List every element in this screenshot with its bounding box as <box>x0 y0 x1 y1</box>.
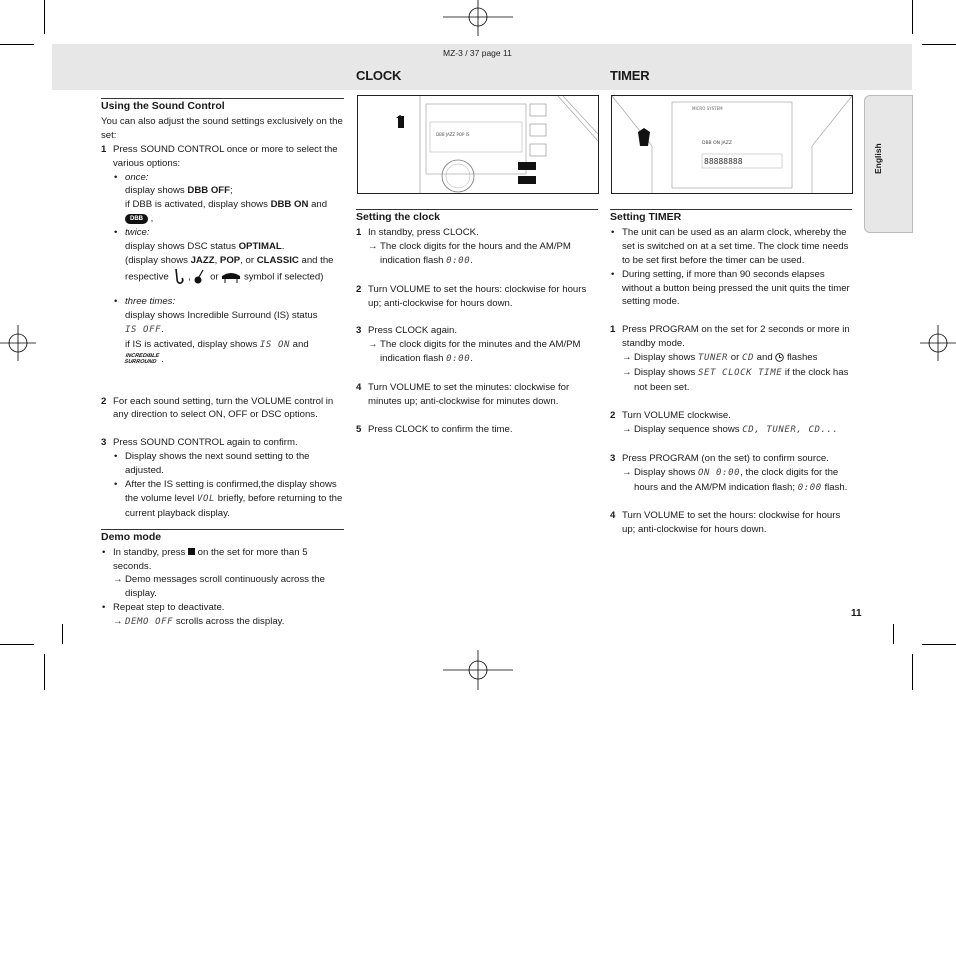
svg-text:MICRO SYSTEM: MICRO SYSTEM <box>692 106 723 111</box>
language-tab: English <box>864 95 913 233</box>
sound-control-heading: Using the Sound Control <box>101 98 344 114</box>
page-number: 11 <box>851 608 862 619</box>
crop-mark <box>922 44 956 45</box>
dbb-badge-icon: DBB <box>125 214 148 224</box>
svg-text:DBB JAZZ POP IS: DBB JAZZ POP IS <box>436 132 470 137</box>
crop-mark <box>922 644 956 645</box>
timer-device-illustration <box>611 95 853 194</box>
clock-device-illustration <box>357 95 599 194</box>
sound-intro: You can also adjust the sound settings exclusively on the set: <box>101 115 343 141</box>
crop-mark <box>0 644 34 645</box>
crop-mark <box>912 654 913 690</box>
option-twice: • twice: <box>113 226 344 240</box>
sound-step-3: 3 Press SOUND CONTROL again to confirm. <box>101 437 298 449</box>
piano-icon <box>221 270 241 284</box>
setting-timer-heading: Setting TIMER <box>610 209 852 225</box>
crop-mark <box>44 0 45 34</box>
sound-step-2: 2 For each sound setting, turn the VOLUME control in any direction to select ON, OFF or DSC options. <box>101 395 334 421</box>
sound-control-column: Using the Sound Control You can also adjust the sound settings exclusively on the set: 1 Press SOUND CONTROL once or more to select the various options: • once: display shows DBB OFF; if DBB is activated, display shows DBB ON and DBB , • twice: display shows DSC status OPTIMAL. (display shows JAZZ, POP, or CLASSIC and the respective , or symbol if selected) • three times: display shows Incredible Surround (IS) status IS OFF. if IS is activated, display shows IS ON and INCREDIBLE SURROUND . 2 For each sound setting, turn the VOLUME control in any direction to select ON, OFF or DSC options. 3 Press SOUND CONTROL again to confirm. • Display shows the next sound setting to the adjusted. • After the IS setting is confirmed,the display shows the volume level VOL briefly, before returning to the current playback display. Demo mode • In standby, press on the set for more than 5 seconds. → Demo messages scroll continuously across the display. • Repeat step to deactivate. → DEMO OFF scrolls across the display. <box>101 98 344 630</box>
option-once: • once: <box>113 171 344 185</box>
crop-mark <box>912 0 913 34</box>
saxophone-icon <box>171 268 185 286</box>
crop-mark <box>44 654 45 690</box>
crop-mark <box>62 624 63 644</box>
guitar-icon <box>193 269 207 285</box>
setting-clock-column: Setting the clock 1 In standby, press CLOCK. → The clock digits for the hours and the AM/PM indication flash 0:00. 2 Turn VOLUME to set the hours: clockwise for hours up; anti-clockwise for hours down. 3 Press CLOCK again. → The clock digits for the minutes and the AM/PM indication flash 0:00. 4 Turn VOLUME to set the minutes: clockwise for minutes up; anti-clockwise for minutes down. 5 Press CLOCK to confirm the time. <box>356 209 598 437</box>
svg-text:88888888: 88888888 <box>704 157 743 166</box>
setting-clock-heading: Setting the clock <box>356 209 598 225</box>
page-meta: MZ-3 / 37 page 11 <box>443 48 512 58</box>
incredible-surround-logo: INCREDIBLE SURROUND <box>123 352 160 365</box>
option-three-times: • three times: <box>113 295 344 309</box>
demo-mode-heading: Demo mode <box>101 529 344 545</box>
registration-target-top <box>443 0 513 36</box>
setting-timer-column: Setting TIMER • The unit can be used as an alarm clock, whereby the set is switched on at a set time. The clock time needs to be set first before the timer can be used. • During setting, if more than 90 seconds elapses without a button being pressed the unit quits the timer setting mode. 1 Press PROGRAM on the set for 2 seconds or more in standby mode. → Display shows TUNER or CD and flashes → Display shows SET CLOCK TIME if the clock has not been set. 2 Turn VOLUME clockwise. → Display sequence shows CD, TUNER, CD... 3 Press PROGRAM (on the set) to confirm source. → Display shows ON 0:00, the clock digits for the hours and the AM/PM indication flash; 0:00 flash. 4 Turn VOLUME to set the hours: clockwise for hours up; anti-clockwise for hours down. <box>610 209 852 537</box>
timer-section-title: TIMER <box>610 68 650 83</box>
timer-clock-icon <box>775 353 784 362</box>
registration-target-bottom <box>443 650 513 690</box>
crop-mark <box>0 44 34 45</box>
clock-section-title: CLOCK <box>356 68 402 83</box>
svg-text:DBB ON JAZZ: DBB ON JAZZ <box>702 141 732 146</box>
crop-mark <box>893 624 894 644</box>
registration-target-right <box>920 325 956 361</box>
stop-square-icon <box>188 548 195 555</box>
registration-target-left <box>0 325 36 361</box>
sound-step-1: 1 Press SOUND CONTROL once or more to select the various options: <box>101 143 338 169</box>
